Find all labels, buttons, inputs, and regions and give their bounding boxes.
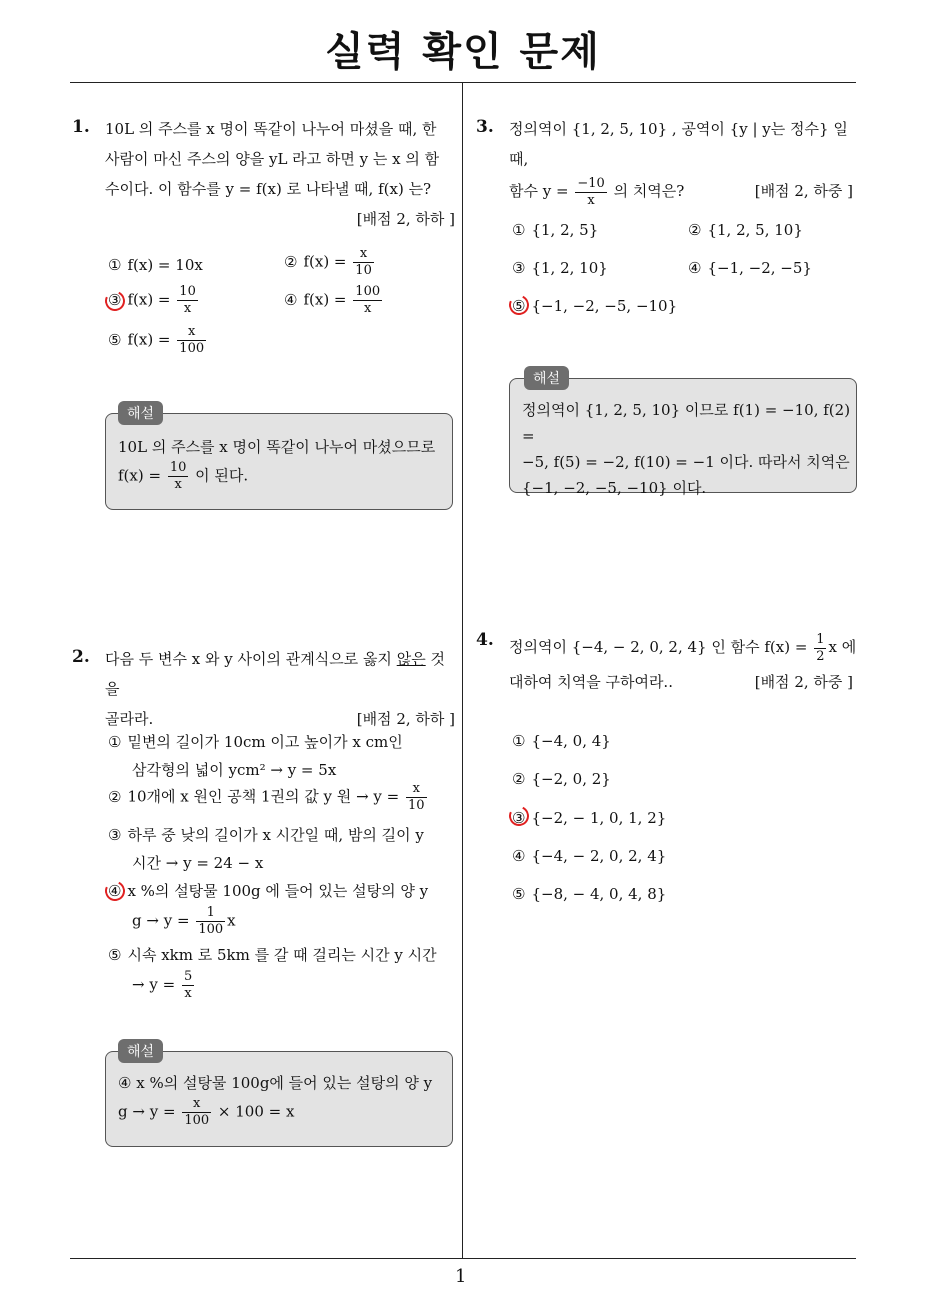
footer-divider	[70, 1258, 856, 1259]
q4-line	[509, 630, 859, 665]
option-text: 시간 → y = 24 − x	[132, 854, 264, 872]
option-number: ③	[108, 826, 122, 844]
frac-num: x	[353, 246, 374, 263]
q3-option-5[interactable]	[512, 296, 677, 316]
q1-option-1[interactable]	[108, 255, 203, 275]
frac-num: 10	[169, 460, 187, 475]
explanation-formula: f(x) =	[118, 466, 162, 485]
q1-line: 수이다. 이 함수를 y = f(x) 로 나타낼 때, f(x) 는?	[105, 180, 432, 198]
frac-den: 100	[184, 1113, 210, 1128]
option-text: f(x) =	[303, 290, 347, 309]
q3-option-4[interactable]	[688, 258, 812, 278]
q3-line	[509, 174, 859, 209]
question-4-score: [배점 2, 하중 ]	[754, 672, 853, 691]
option-number: ①	[512, 732, 526, 750]
fraction	[177, 324, 206, 357]
q2-option-2[interactable]	[108, 781, 458, 814]
explanation-line	[118, 1096, 432, 1129]
option-number: ③	[512, 259, 526, 277]
fraction	[406, 781, 427, 814]
option-text: x	[227, 911, 236, 930]
q4-text: 대하여 치역을 구하여라..	[509, 672, 673, 691]
explanation-formula: g → y =	[118, 1102, 176, 1121]
option-text: {−1, −2, −5, −10}	[531, 297, 678, 315]
option-number: ③	[512, 809, 526, 827]
option-text: → y =	[132, 975, 176, 994]
option-number: ②	[512, 770, 526, 788]
fraction	[168, 460, 189, 493]
option-number: ④	[284, 290, 298, 309]
option-number: ④	[512, 847, 526, 865]
frac-num: 1	[816, 631, 825, 647]
frac-den: 100	[198, 922, 224, 937]
option-text: x %의 설탕물 100g 에 들어 있는 설탕의 양 y	[127, 882, 429, 900]
option-number: ⑤	[512, 885, 526, 903]
explanation-box-q3	[509, 378, 857, 497]
option-text: 하루 중 낮의 길이가 x 시간일 때, 밤의 길이 y	[127, 826, 424, 844]
option-text: g → y =	[132, 911, 190, 930]
frac-num: 1	[196, 905, 225, 922]
q1-option-2[interactable]	[284, 246, 376, 279]
q4-text: x 에	[828, 638, 857, 656]
explanation-tag: 해설	[524, 366, 569, 390]
fraction	[182, 969, 194, 1002]
option-text: 밑변의 길이가 10cm 이고 높이가 x cm인	[127, 733, 403, 751]
option-text: 삼각형의 넓이 ycm² → y = 5x	[132, 761, 337, 779]
question-1-score: [배점 2, 하하 ]	[356, 210, 455, 228]
explanation-box-q2	[105, 1051, 453, 1147]
q2-option-1[interactable]	[108, 728, 458, 784]
explanation-line: {−1, −2, −5, −10} 이다.	[522, 479, 707, 497]
option-text: {−4, 0, 4}	[531, 732, 611, 750]
explanation-text: 이 된다.	[195, 466, 249, 485]
frac-num: 5	[183, 969, 193, 984]
option-number: ⑤	[108, 946, 122, 964]
q3-option-3[interactable]	[512, 258, 608, 278]
q4-option-3[interactable]	[512, 808, 666, 828]
q2-text: 골라라.	[105, 710, 154, 728]
frac-den: x	[587, 192, 595, 208]
option-text: {−8, − 4, 0, 4, 8}	[531, 885, 667, 903]
option-text: f(x) =	[127, 330, 171, 349]
option-number: ①	[108, 256, 122, 274]
q4-line	[509, 665, 859, 699]
explanation-line: −5, f(5) = −2, f(10) = −1 이다. 따라서 치역은	[522, 453, 850, 471]
q2-option-3[interactable]	[108, 821, 458, 877]
question-3-number: 3.	[476, 117, 494, 137]
frac-den: x	[364, 301, 372, 316]
page-title: 실력 확인 문제	[325, 29, 601, 75]
page-number: 1	[455, 1266, 467, 1287]
option-number: ⑤	[108, 330, 122, 349]
option-number: ④	[108, 882, 122, 900]
fraction	[814, 632, 826, 665]
explanation-line	[118, 460, 435, 493]
fraction	[177, 284, 198, 317]
q4-option-5[interactable]	[512, 884, 666, 904]
frac-den: x	[184, 986, 192, 1001]
option-number: ②	[108, 787, 122, 806]
frac-num: x	[406, 781, 427, 798]
header-divider	[70, 82, 856, 83]
q4-option-1[interactable]	[512, 731, 611, 751]
question-4-number: 4.	[476, 630, 494, 650]
question-1-text	[105, 114, 455, 234]
explanation-tag: 해설	[118, 1039, 163, 1063]
frac-den: 2	[816, 648, 825, 664]
frac-num: 10	[179, 284, 196, 299]
q3-line: 정의역이 {1, 2, 5, 10} , 공역이 {y | y는 정수} 일 때,	[509, 120, 848, 168]
question-2-text	[105, 644, 455, 734]
option-text: {1, 2, 5, 10}	[707, 221, 803, 239]
column-divider	[462, 83, 463, 1259]
fraction	[575, 176, 606, 209]
question-3-text	[509, 114, 859, 209]
option-text: f(x) =	[303, 252, 347, 271]
frac-num: 100	[355, 284, 381, 299]
q1-option-4[interactable]	[284, 284, 384, 317]
option-text: {1, 2, 5}	[531, 221, 599, 239]
explanation-tag: 해설	[118, 401, 163, 425]
option-number: ②	[688, 221, 702, 239]
frac-den: 100	[179, 341, 205, 356]
option-text: {−1, −2, −5}	[707, 259, 812, 277]
frac-num: x	[177, 324, 206, 341]
q3-text: 함수 y =	[509, 182, 569, 200]
q2-underlined: 않은	[396, 650, 426, 668]
question-1-number: 1.	[72, 117, 90, 137]
q1-line: 사람이 마신 주스의 양을 yL 라고 하면 y 는 x 의 함	[105, 150, 440, 168]
q4-option-2[interactable]	[512, 769, 611, 789]
option-number: ①	[512, 221, 526, 239]
fraction	[196, 905, 225, 938]
q4-option-4[interactable]	[512, 846, 666, 866]
fraction	[353, 284, 382, 317]
q2-option-4[interactable]	[108, 877, 458, 938]
q1-option-5[interactable]	[108, 324, 208, 357]
option-number: ①	[108, 733, 122, 751]
q2-option-5[interactable]	[108, 941, 458, 1002]
explanation-line: 정의역이 {1, 2, 5, 10} 이므로 f(1) = −10, f(2) =	[522, 401, 851, 445]
option-text: 10개에 x 원인 공책 1권의 값 y 원 → y =	[127, 787, 400, 806]
question-2-score: [배점 2, 하하 ]	[356, 710, 455, 728]
q2-text: 것을	[105, 650, 445, 698]
option-number: ⑤	[512, 297, 526, 315]
question-3-score: [배점 2, 하중 ]	[754, 182, 853, 200]
option-number: ②	[284, 252, 298, 271]
frac-den: x	[183, 301, 192, 316]
frac-num: x	[182, 1096, 211, 1113]
q3-option-2[interactable]	[688, 220, 803, 240]
explanation-line: 10L 의 주스를 x 명이 똑같이 나누어 마셨으므로	[118, 438, 436, 456]
frac-den: 10	[355, 263, 372, 278]
q2-text: 다음 두 변수 x 와 y 사이의 관계식으로 옳지	[105, 650, 397, 668]
option-text: {1, 2, 10}	[531, 259, 608, 277]
option-text: {−4, − 2, 0, 2, 4}	[531, 847, 667, 865]
q4-text: 정의역이 {−4, − 2, 0, 2, 4} 인 함수 f(x) =	[509, 638, 808, 656]
option-text: 시속 xkm 로 5km 를 갈 때 걸리는 시간 y 시간	[127, 946, 437, 964]
option-text: f(x) =	[127, 290, 171, 309]
option-text: f(x) = 10x	[127, 256, 203, 274]
fraction	[353, 246, 374, 279]
q1-line: 10L 의 주스를 x 명이 똑같이 나누어 마셨을 때, 한	[105, 120, 437, 138]
frac-num: −10	[577, 175, 605, 191]
q2-line	[105, 644, 455, 704]
option-text: {−2, 0, 2}	[531, 770, 611, 788]
explanation-box-q1	[105, 413, 453, 510]
option-number: ③	[108, 290, 122, 309]
fraction	[182, 1096, 211, 1129]
frac-den: x	[174, 477, 182, 492]
q3-text: 의 치역은?	[613, 182, 685, 200]
question-4-text	[509, 630, 859, 699]
q3-option-1[interactable]	[512, 220, 598, 240]
question-2-number: 2.	[72, 647, 90, 667]
explanation-text: × 100 = x	[217, 1102, 295, 1121]
explanation-line: ④ x %의 설탕물 100g에 들어 있는 설탕의 양 y	[118, 1074, 433, 1092]
option-text: {−2, − 1, 0, 1, 2}	[531, 809, 667, 827]
frac-den: 10	[408, 798, 425, 813]
option-number: ④	[688, 259, 702, 277]
